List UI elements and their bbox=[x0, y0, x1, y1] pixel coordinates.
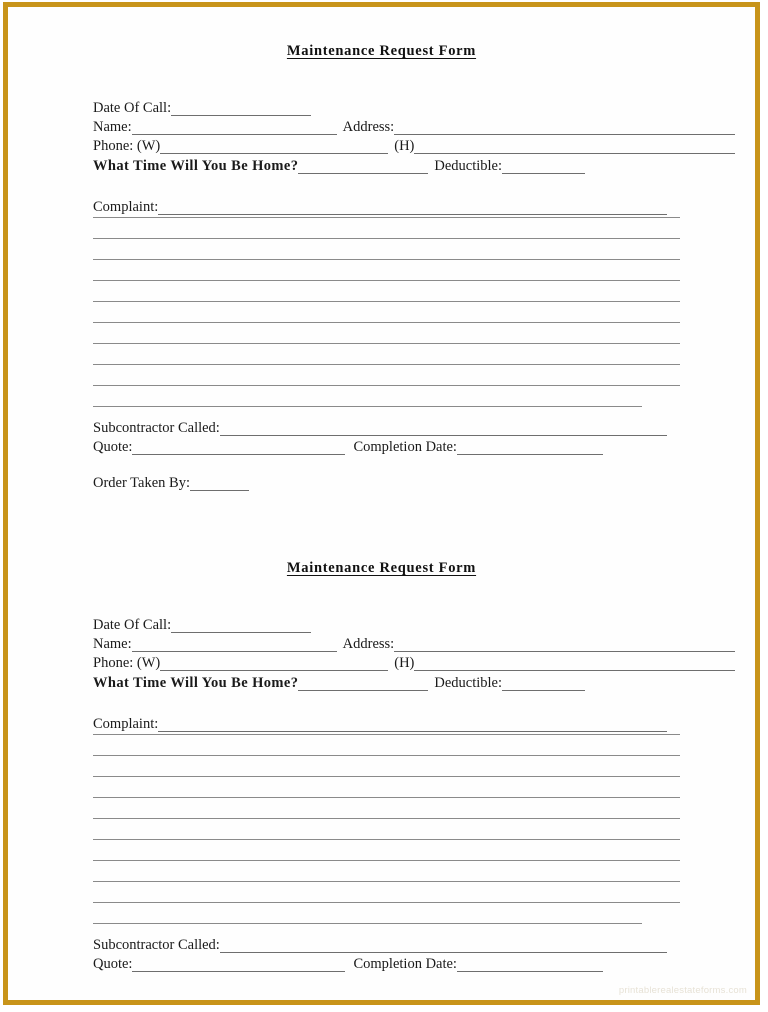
label-what-time-home-1: What Time Will You Be Home? bbox=[93, 157, 299, 174]
field-row-quote-1 bbox=[93, 436, 603, 455]
complaint-rule-line[interactable] bbox=[93, 755, 680, 756]
input-deductible-1[interactable] bbox=[502, 160, 585, 174]
field-row-date-of-call-1 bbox=[93, 97, 735, 116]
field-row-date-of-call-2 bbox=[93, 614, 735, 633]
label-phone-work-2: Phone: (W) bbox=[93, 654, 161, 671]
complaint-rule-line[interactable] bbox=[93, 406, 642, 407]
complaint-rule-line[interactable] bbox=[93, 217, 680, 218]
input-phone-home-2[interactable] bbox=[414, 657, 735, 671]
form-sheet bbox=[8, 7, 755, 1000]
field-row-order-taken-by-1 bbox=[93, 472, 735, 491]
label-name-2: Name: bbox=[93, 635, 132, 652]
complaint-rule-line[interactable] bbox=[93, 902, 680, 903]
label-name-1: Name: bbox=[93, 118, 132, 135]
complaint-rule-line[interactable] bbox=[93, 322, 680, 323]
watermark-text: printablerealestateforms.com bbox=[618, 985, 747, 996]
complaint-rule-line[interactable] bbox=[93, 343, 680, 344]
label-phone-work-1: Phone: (W) bbox=[93, 137, 161, 154]
form-title-2: Maintenance Request Form bbox=[286, 560, 477, 576]
complaint-rule-line[interactable] bbox=[93, 923, 642, 924]
label-complaint-2: Complaint: bbox=[93, 715, 159, 732]
complaint-rule-line[interactable] bbox=[93, 797, 680, 798]
input-subcontractor-called-1[interactable] bbox=[220, 422, 667, 436]
complaint-rule-line[interactable] bbox=[93, 280, 680, 281]
input-order-taken-by-1[interactable] bbox=[190, 477, 249, 491]
complaint-rule-line[interactable] bbox=[93, 259, 680, 260]
label-order-taken-by-1: Order Taken By: bbox=[93, 474, 190, 491]
label-completion-date-1: Completion Date: bbox=[353, 438, 457, 455]
input-completion-date-2[interactable] bbox=[457, 958, 603, 972]
label-date-of-call-1: Date Of Call: bbox=[93, 99, 172, 116]
complaint-rule-line[interactable] bbox=[93, 301, 680, 302]
field-row-phone-2 bbox=[93, 652, 735, 671]
input-quote-2[interactable] bbox=[132, 958, 345, 972]
input-phone-work-1[interactable] bbox=[160, 140, 388, 154]
input-completion-date-1[interactable] bbox=[457, 441, 603, 455]
complaint-rule-line[interactable] bbox=[93, 364, 680, 365]
label-complaint-1: Complaint: bbox=[93, 198, 159, 215]
label-phone-home-2: (H) bbox=[394, 654, 415, 671]
label-quote-2: Quote: bbox=[93, 955, 133, 972]
field-row-time-home-1 bbox=[93, 155, 583, 174]
field-row-time-home-2 bbox=[93, 672, 583, 691]
label-quote-1: Quote: bbox=[93, 438, 133, 455]
input-complaint-2[interactable] bbox=[158, 718, 667, 732]
label-completion-date-2: Completion Date: bbox=[353, 955, 457, 972]
field-row-quote-2 bbox=[93, 953, 603, 972]
input-phone-home-1[interactable] bbox=[414, 140, 735, 154]
input-what-time-home-2[interactable] bbox=[298, 677, 428, 691]
field-row-subcontractor-1 bbox=[93, 417, 667, 436]
complaint-rule-line[interactable] bbox=[93, 881, 680, 882]
input-address-2[interactable] bbox=[394, 638, 735, 652]
input-subcontractor-called-2[interactable] bbox=[220, 939, 667, 953]
complaint-rule-line[interactable] bbox=[93, 860, 680, 861]
label-address-2: Address: bbox=[342, 635, 395, 652]
field-row-complaint-1 bbox=[93, 196, 667, 215]
input-deductible-2[interactable] bbox=[502, 677, 585, 691]
form-title-1: Maintenance Request Form bbox=[286, 43, 477, 59]
input-quote-1[interactable] bbox=[132, 441, 345, 455]
label-address-1: Address: bbox=[342, 118, 395, 135]
label-deductible-2: Deductible: bbox=[434, 674, 503, 691]
complaint-rule-line[interactable] bbox=[93, 385, 680, 386]
field-row-name-address-1 bbox=[93, 116, 735, 135]
label-what-time-home-2: What Time Will You Be Home? bbox=[93, 674, 299, 691]
complaint-rule-line[interactable] bbox=[93, 238, 680, 239]
input-address-1[interactable] bbox=[394, 121, 735, 135]
input-name-2[interactable] bbox=[132, 638, 337, 652]
input-phone-work-2[interactable] bbox=[160, 657, 388, 671]
input-date-of-call-1[interactable] bbox=[171, 102, 311, 116]
field-row-phone-1 bbox=[93, 135, 735, 154]
input-complaint-1[interactable] bbox=[158, 201, 667, 215]
label-subcontractor-called-2: Subcontractor Called: bbox=[93, 936, 220, 953]
field-row-complaint-2 bbox=[93, 713, 667, 732]
label-date-of-call-2: Date Of Call: bbox=[93, 616, 172, 633]
complaint-rule-line[interactable] bbox=[93, 839, 680, 840]
input-what-time-home-1[interactable] bbox=[298, 160, 428, 174]
complaint-rule-line[interactable] bbox=[93, 734, 680, 735]
complaint-rule-line[interactable] bbox=[93, 818, 680, 819]
field-row-name-address-2 bbox=[93, 633, 735, 652]
input-name-1[interactable] bbox=[132, 121, 337, 135]
input-date-of-call-2[interactable] bbox=[171, 619, 311, 633]
field-row-subcontractor-2 bbox=[93, 934, 667, 953]
complaint-rule-line[interactable] bbox=[93, 776, 680, 777]
label-phone-home-1: (H) bbox=[394, 137, 415, 154]
label-deductible-1: Deductible: bbox=[434, 157, 503, 174]
label-subcontractor-called-1: Subcontractor Called: bbox=[93, 419, 220, 436]
page-border bbox=[3, 2, 760, 1005]
